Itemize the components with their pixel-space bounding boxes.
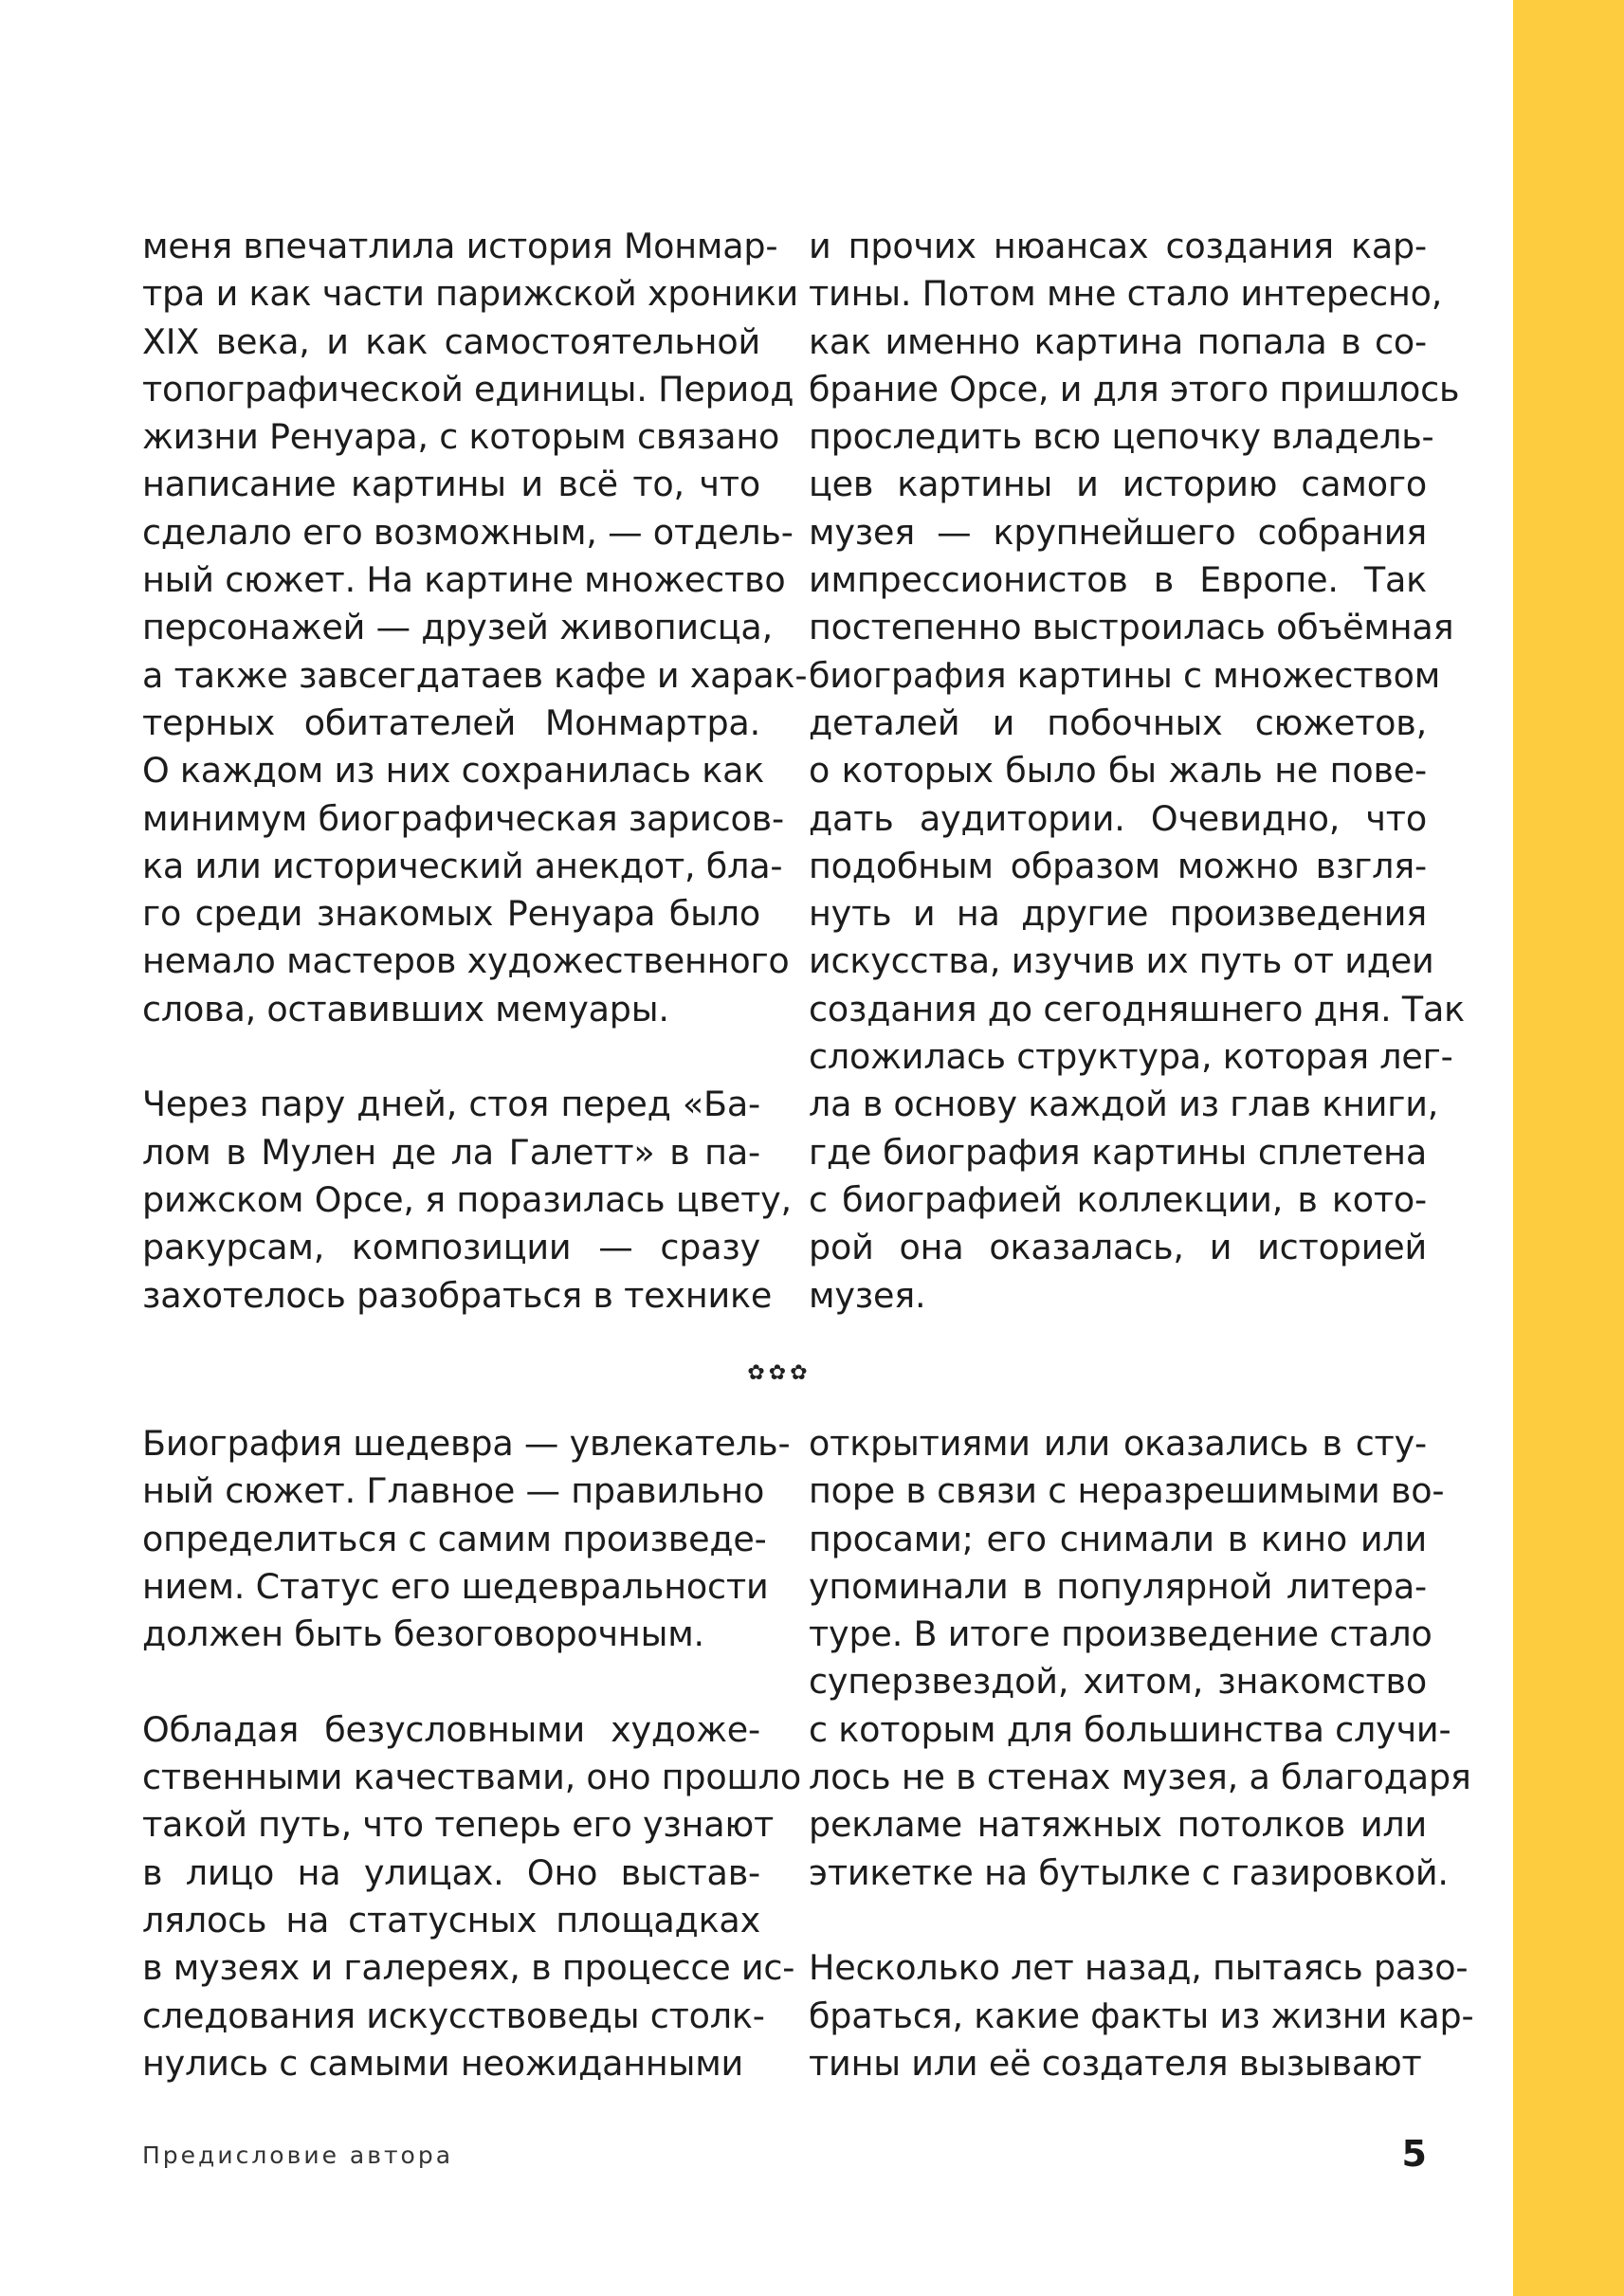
text-line: нуть и на другие произведения xyxy=(809,893,1427,935)
text-line: Обладая безусловными художе- xyxy=(142,1708,760,1750)
text-line: лом в Мулен де ла Галетт» в па- xyxy=(142,1131,760,1173)
text-line: персонажей — друзей живописца, xyxy=(142,607,773,648)
text-line: создания до сегодняшнего дня. Так xyxy=(809,988,1466,1030)
text-line: Биография шедевра — увлекатель- xyxy=(142,1423,791,1464)
text-line: терных обитателей Монмартра. xyxy=(142,702,760,743)
text-line: музея. xyxy=(809,1274,926,1316)
text-line: открытиями или оказались в сту- xyxy=(809,1423,1427,1464)
text-line: слова, оставивших мемуары. xyxy=(142,988,669,1030)
text-line: проследить всю цепочку владель- xyxy=(809,416,1434,458)
text-line: ственными качествами, оно прошло xyxy=(142,1757,801,1798)
text-line: немало мастеров художественного xyxy=(142,940,790,982)
text-column-right-top xyxy=(809,223,1466,1320)
text-line: тины. Потом мне стало интересно, xyxy=(809,273,1443,315)
text-line: меня впечатлила история Монмар- xyxy=(142,226,778,266)
text-line: брание Орсе, и для этого пришлось xyxy=(809,368,1460,410)
text-column-left-bottom xyxy=(142,1420,801,2087)
text-line: Через пару дней, стоя перед «Ба- xyxy=(142,1084,760,1125)
text-line: определиться с самим произведе- xyxy=(142,1518,767,1559)
text-line: о которых было бы жаль не пове- xyxy=(809,750,1427,792)
text-line: браться, какие факты из жизни кар- xyxy=(809,1995,1474,2036)
text-line: импрессионистов в Европе. Так xyxy=(809,559,1427,601)
text-line: цев картины и историю самого xyxy=(809,464,1427,505)
paragraph-gap xyxy=(142,1033,760,1081)
text-line: тра и как части парижской хроники xyxy=(142,273,798,315)
text-line: этикетке на бутылке с газировкой. xyxy=(809,1851,1449,1893)
text-column-left-top xyxy=(142,223,808,1320)
text-line: постепенно выстроилась объёмная xyxy=(809,607,1454,648)
text-line: жизни Ренуара, с которым связано xyxy=(142,416,780,458)
text-line: топографической единицы. Период xyxy=(142,368,794,410)
accent-side-band xyxy=(1513,0,1624,2296)
text-line: го среди знакомых Ренуара было xyxy=(142,893,760,935)
text-line: рекламе натяжных потолков или xyxy=(809,1804,1427,1846)
text-line: в музеях и галереях, в процессе ис- xyxy=(142,1947,795,1989)
text-line: а также завсегдатаев кафе и харак- xyxy=(142,654,808,696)
text-line: деталей и побочных сюжетов, xyxy=(809,702,1427,743)
text-line: следования искусствоведы столк- xyxy=(142,1995,765,2036)
text-line: с биографией коллекции, в кото- xyxy=(809,1178,1427,1220)
text-line: как именно картина попала в со- xyxy=(809,320,1427,362)
section-divider-ornament: ✿✿✿ xyxy=(747,1361,812,1385)
text-line: музея — крупнейшего собрания xyxy=(809,511,1427,553)
text-line: ный сюжет. Главное — правильно xyxy=(142,1470,765,1512)
paragraph-gap xyxy=(809,1897,1427,1944)
text-line: нулись с самыми неожиданными xyxy=(142,2042,744,2084)
text-line: просами; его снимали в кино или xyxy=(809,1518,1427,1559)
text-line: XIX века, и как самостоятельной xyxy=(142,320,760,362)
text-line: в лицо на улицах. Оно выстав- xyxy=(142,1851,760,1893)
text-line: рижском Орсе, я поразилась цвету, xyxy=(142,1178,792,1220)
paragraph-gap xyxy=(142,1658,760,1705)
text-line: сделало его возможным, — отдель- xyxy=(142,511,794,553)
text-line: Несколько лет назад, пытаясь разо- xyxy=(809,1947,1469,1989)
text-line: где биография картины сплетена xyxy=(809,1131,1427,1173)
text-line: написание картины и всё то, что xyxy=(142,464,760,505)
text-line: туре. В итоге произведение стало xyxy=(809,1613,1432,1655)
text-line: биография картины с множеством xyxy=(809,654,1441,696)
text-line: минимум биографическая зарисов- xyxy=(142,797,784,839)
text-column-right-bottom xyxy=(809,1420,1474,2087)
text-line: дать аудитории. Очевидно, что xyxy=(809,797,1427,839)
text-line: суперзвездой, хитом, знакомство xyxy=(809,1661,1427,1703)
text-line: ла в основу каждой из глав книги, xyxy=(809,1084,1439,1125)
text-line: должен быть безоговорочным. xyxy=(142,1613,704,1655)
text-line: ка или исторический анекдот, бла- xyxy=(142,845,783,886)
text-line: лось не в стенах музея, а благодаря xyxy=(809,1757,1471,1798)
text-line: упоминали в популярной литера- xyxy=(809,1565,1427,1607)
text-line: и прочих нюансах создания кар- xyxy=(809,226,1427,266)
text-line: нием. Статус его шедевральности xyxy=(142,1565,769,1607)
running-footer-section-title: Предисловие автора xyxy=(142,2141,454,2169)
text-line: с которым для большинства случи- xyxy=(809,1708,1451,1750)
page-number: 5 xyxy=(1401,2133,1427,2175)
text-line: О каждом из них сохранилась как xyxy=(142,750,765,792)
text-line: такой путь, что теперь его узнают xyxy=(142,1804,775,1846)
text-line: искусства, изучив их путь от идеи xyxy=(809,940,1434,982)
text-line: тины или её создателя вызывают xyxy=(809,2042,1422,2084)
text-line: поре в связи с неразрешимыми во- xyxy=(809,1470,1445,1512)
text-line: подобным образом можно взгля- xyxy=(809,845,1427,886)
text-line: рой она оказалась, и историей xyxy=(809,1227,1427,1268)
text-line: ный сюжет. На картине множество xyxy=(142,559,786,601)
text-line: захотелось разобраться в технике xyxy=(142,1274,773,1316)
text-line: ракурсам, композиции — сразу xyxy=(142,1227,760,1268)
text-line: сложилась структура, которая лег- xyxy=(809,1036,1453,1078)
text-line: лялось на статусных площадках xyxy=(142,1899,760,1941)
